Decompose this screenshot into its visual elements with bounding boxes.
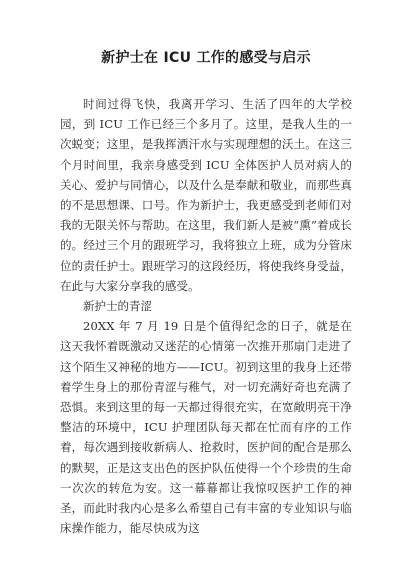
paragraph-intro: 时间过得飞快，我离开学习、生活了四年的大学校园，到 ICU 工作已经三个多月了。这里，是我人生的一次蜕变；这里，是我挥洒汗水与实现理想的沃土。在这三个月时间里，我亲身感受到 ICU 全体医护人员对病人的关心、爱护与同情心，以及什么是奉献和敬业，而那些真的不是思想课、口号。作为新护士，我更感受到老师们对我的无限关怀与帮助。在这里，我们新人是被“熏”着成长的。经过三个月的跟班学习，我将独立上班，成为分管床位的责任护士。跟班学习的这段经历，将使我终身受益，在此与大家分享我的感受。 xyxy=(60,97,352,293)
document-title: 新护士在 ICU 工作的感受与启示 xyxy=(101,50,311,66)
document-body xyxy=(60,94,352,538)
section-heading: 新护士的青涩 xyxy=(83,299,152,314)
paragraph-section-1: 20XX 年 7 月 19 日是个值得纪念的日子，就是在这天我怀着既激动又迷茫的心情第一次推开那扇门走进了这个陌生又神秘的地方——ICU。初到这里的我身上还带着学生身上的那份青涩与稚气，对一切充满好奇也充满了恐惧。来到这里的每一天都过得很充实，在宽敞明亮干净整洁的环境中，ICU 护理团队每天都在忙而有序的工作着，每次遇到接收新病人、抢救时，医护间的配合是那么的默契，正是这支出色的医护队伍使得一个个珍贵的生命一次次的转危为安。这一幕幕都让我惊叹医护工作的神圣，而此时我内心是多么希望自己有丰富的专业知识与临床操作能力，能尽快成为这 xyxy=(60,319,352,536)
